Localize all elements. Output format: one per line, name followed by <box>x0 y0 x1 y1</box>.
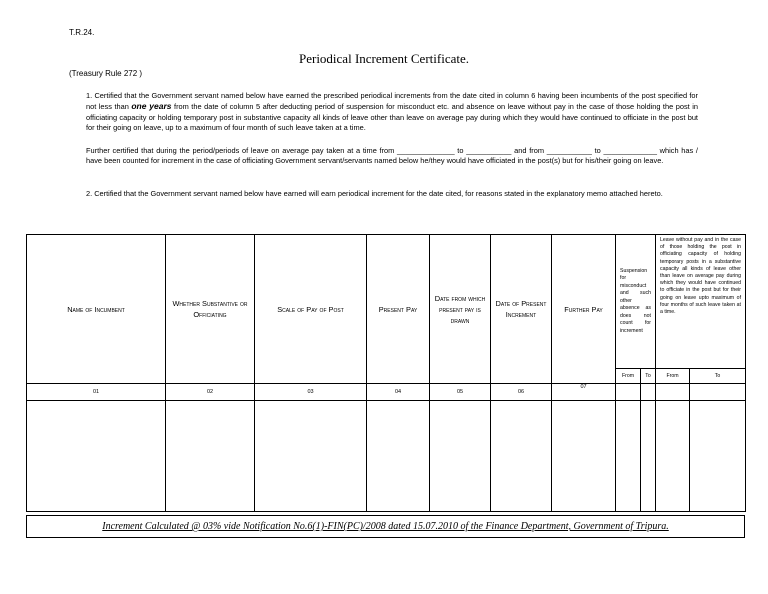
header-leave-without-pay: Leave without pay and in the case of those holding the post in officiating capacity of holding temporary posts in a substantive capacity all kinds of leave other than leave on average pay during which they would have continued to officiate in the post but for their going on leave upto maximum of four months of such leave taken at a time. <box>656 235 746 369</box>
empty-cell <box>656 384 690 401</box>
header-date-present-pay-drawn: Date from which present pay is drawn <box>430 235 491 384</box>
leave-from-label: From <box>656 369 690 384</box>
data-cell <box>255 401 367 512</box>
page-title: Periodical Increment Certificate. <box>298 51 469 66</box>
empty-cell <box>641 384 656 401</box>
header-substantive-or-officiating: Whether Substantive or Officiating <box>166 235 255 384</box>
data-cell <box>616 401 641 512</box>
column-number: 03 <box>255 384 367 401</box>
leave-to-label: To <box>690 369 746 384</box>
header-name-of-incumbent: Name of Incumbent <box>27 235 166 384</box>
data-cell <box>367 401 430 512</box>
data-cell <box>166 401 255 512</box>
suspension-from-label: From <box>616 369 641 384</box>
para1-emphasis: one years <box>131 101 172 112</box>
data-cell <box>491 401 552 512</box>
header-present-pay: Present Pay <box>367 235 430 384</box>
data-cell <box>641 401 656 512</box>
data-cell <box>27 401 166 512</box>
column-number: 04 <box>367 384 430 401</box>
data-cell <box>552 401 616 512</box>
header-date-of-present-increment: Date of Present Increment <box>491 235 552 384</box>
column-number: 05 <box>430 384 491 401</box>
header-suspension: Suspension for misconduct and such other absence as does not count for increment <box>616 235 656 369</box>
column-number: 02 <box>166 384 255 401</box>
certification-paragraph-3: 2. Certified that the Government servant named below have earned will earn periodical increment for the date cited, for reasons stated in the explanatory memo attached hereto. <box>86 189 663 198</box>
data-cell <box>430 401 491 512</box>
data-cell <box>690 401 746 512</box>
empty-cell <box>690 384 746 401</box>
form-number: T.R.24. <box>69 28 95 37</box>
certification-paragraph-2: Further certified that during the period/periods of leave on average pay taken at a time from ______________ to ___________ and from ___________ to _____________ which has / have been counted for increment in the case of officiating Government servant/servants named below he/they would have officiated in the post(s) but for his/their going on leave. <box>86 146 698 166</box>
header-scale-of-pay: Scale of Pay of Post <box>255 235 367 384</box>
increment-footnote: Increment Calculated @ 03% vide Notification No.6(1)-FIN(PC)/2008 dated 15.07.2010 of the Finance Department, Government of Tripura. <box>26 515 745 538</box>
header-further-pay: Further Pay <box>552 235 616 384</box>
increment-table <box>26 234 746 512</box>
treasury-rule: (Treasury Rule 272 ) <box>69 69 143 78</box>
column-number: 07 <box>552 384 616 401</box>
para1-text-after: from the date of column 5 after deducting period of suspension for misconduct etc. and absence on leave without pay in the case of those holding the post in officiating capacity or holding temporary post in substantive capacity all kinds of leave other than leave on average pay during which they would have continued to officiate in the post but for their going on leave, up to a maximum of four month of such leave taken at a time. <box>86 102 698 133</box>
empty-cell <box>616 384 641 401</box>
data-cell <box>656 401 690 512</box>
suspension-to-label: To <box>641 369 656 384</box>
column-number: 06 <box>491 384 552 401</box>
column-number: 01 <box>27 384 166 401</box>
para1-text-before: 1. Certified that the Government servant named below have earned the prescribed periodical increments from the date cited in column 6 having been incumbents of the post specified for not less than <box>86 91 698 112</box>
certification-paragraph-1 <box>86 91 698 134</box>
table-row <box>27 401 746 512</box>
